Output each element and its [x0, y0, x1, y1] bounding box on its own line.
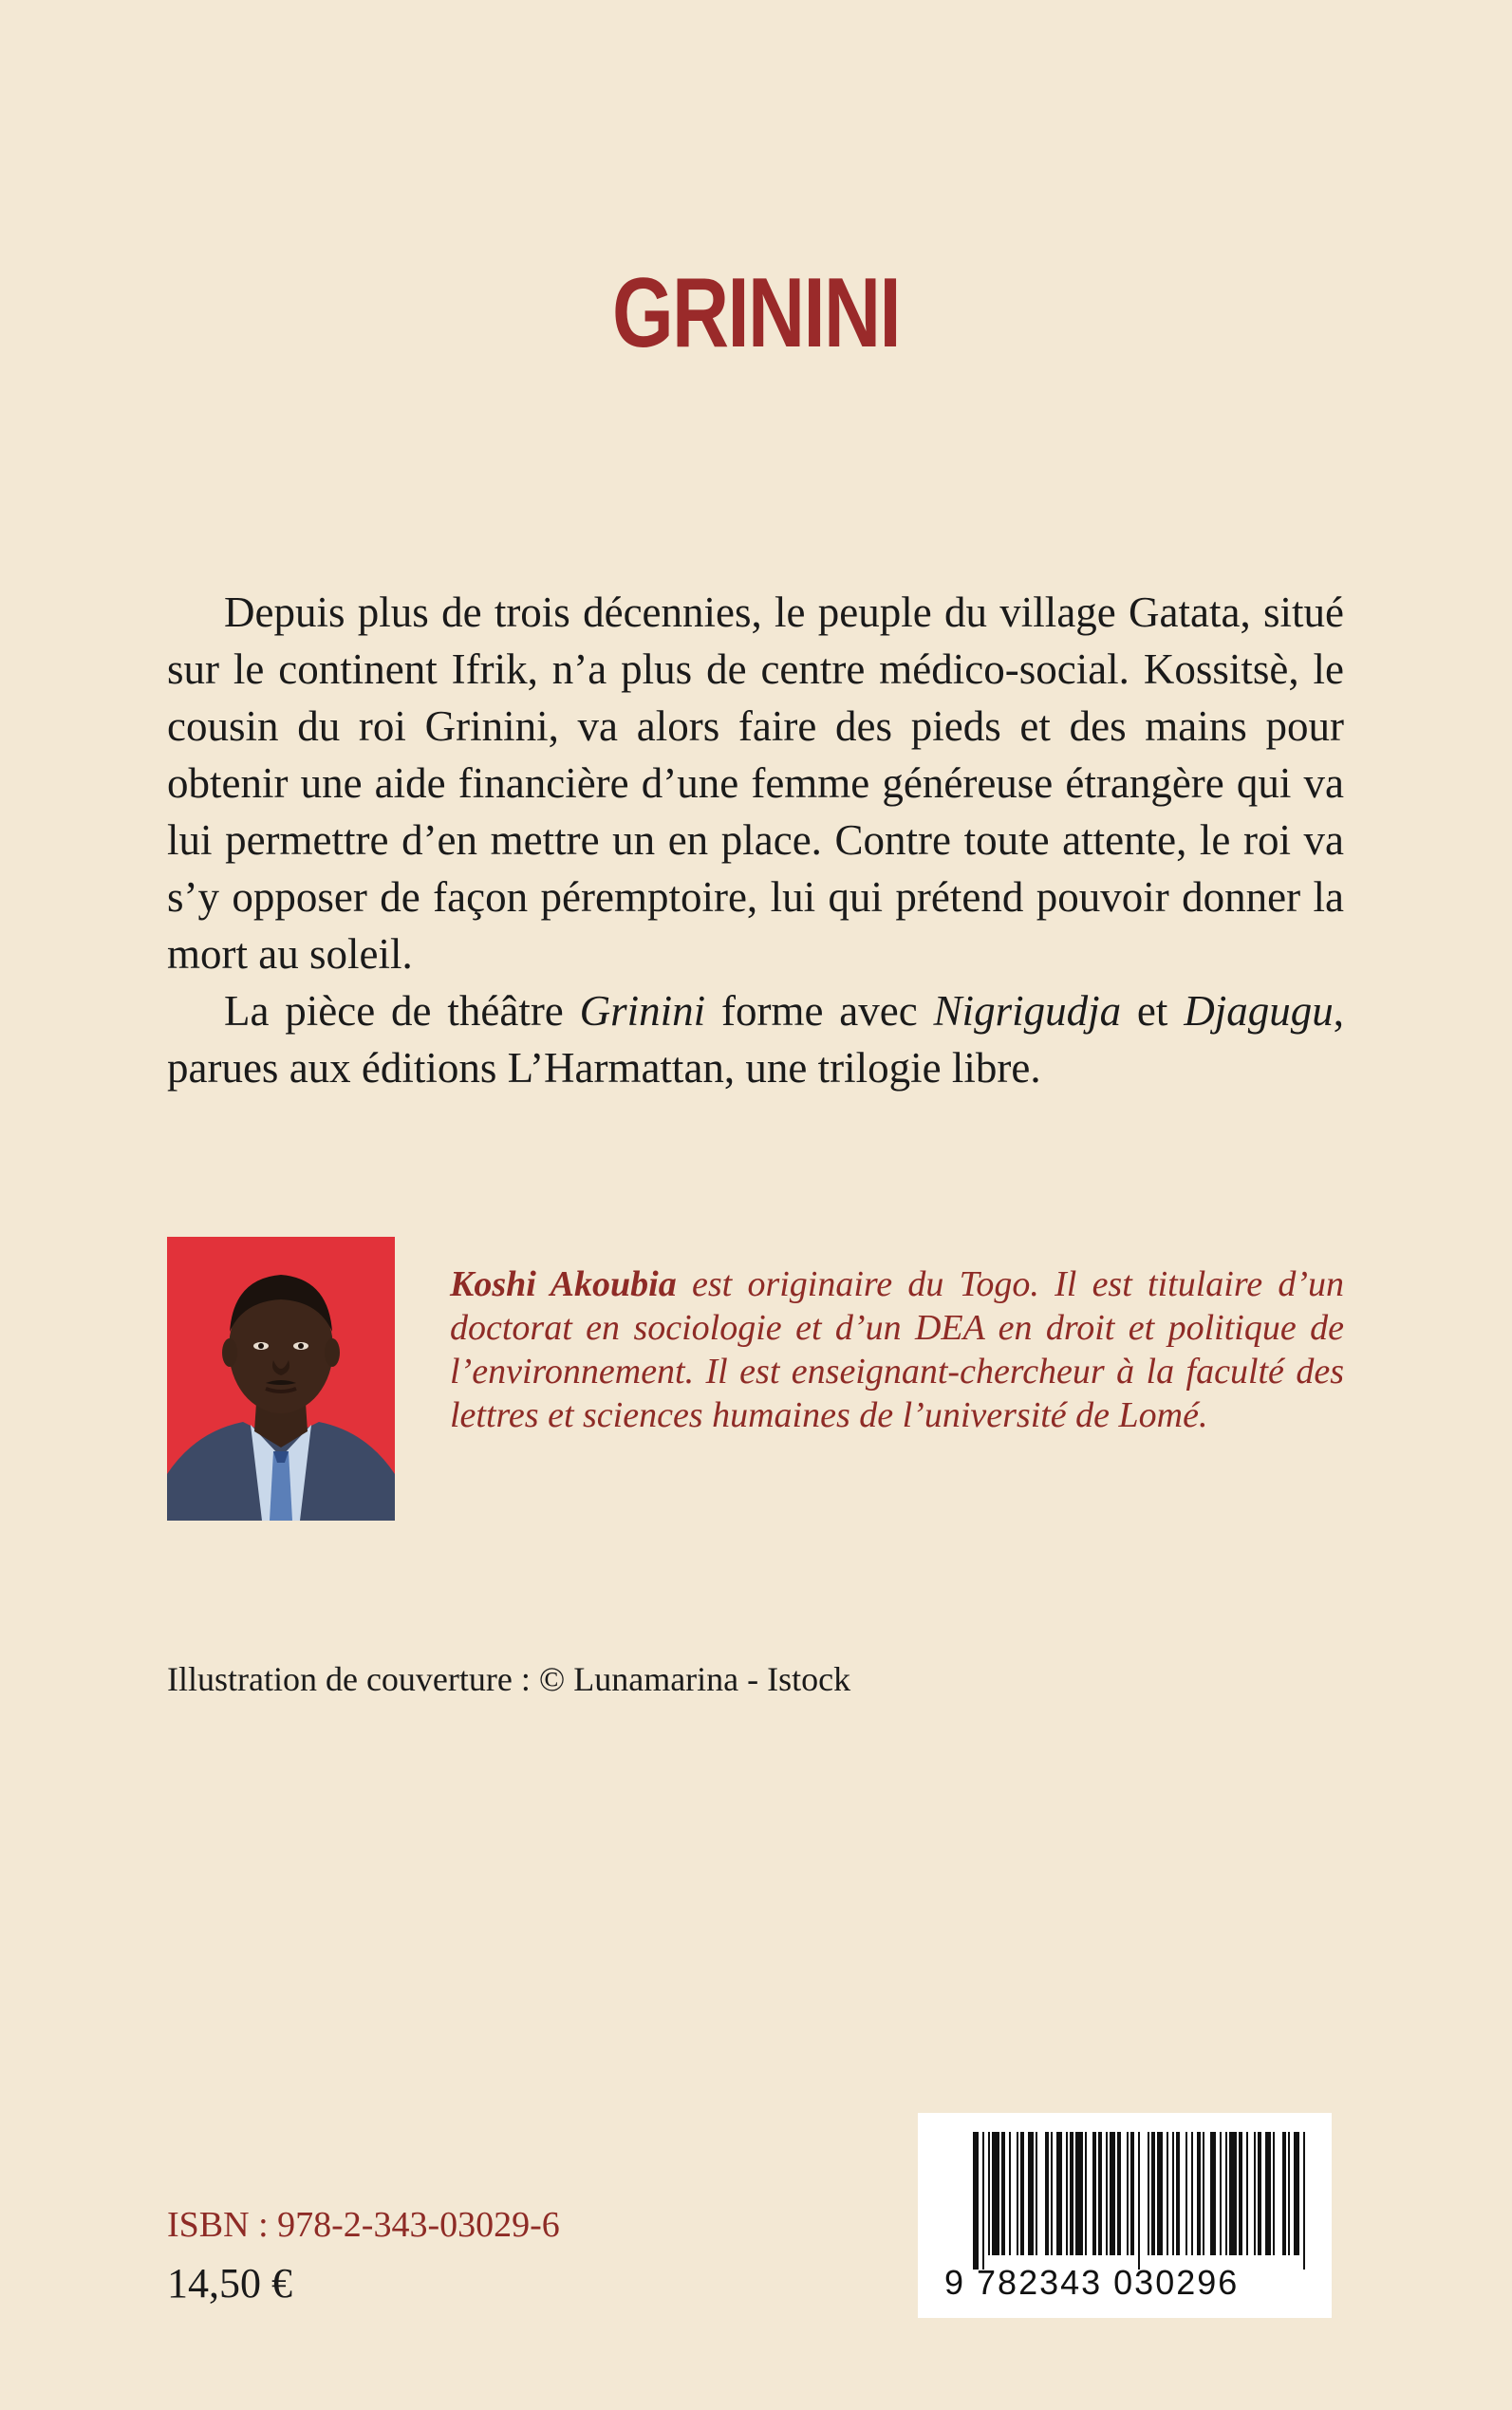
- barcode-bar: [1220, 2132, 1222, 2255]
- barcode-bar: [1130, 2132, 1134, 2255]
- barcode-bar: [1258, 2132, 1261, 2255]
- barcode-bar: [1066, 2132, 1068, 2255]
- summary-text: , parues aux éditions L’Harmattan, une trilogie libre.: [167, 987, 1344, 1092]
- barcode-bar: [1229, 2132, 1237, 2255]
- barcode-bar: [1191, 2132, 1193, 2255]
- barcode-bar: [1157, 2132, 1163, 2255]
- barcode-bar: [1246, 2132, 1248, 2255]
- barcode-bar: [1028, 2132, 1034, 2255]
- barcode-bar: [1085, 2132, 1087, 2255]
- title-nigrigudja: Nigrigudja: [933, 987, 1122, 1035]
- book-summary: [167, 584, 1344, 1096]
- barcode: [918, 2113, 1332, 2318]
- barcode-digits: 9 782343 030296: [944, 2263, 1240, 2302]
- barcode-bar: [1020, 2132, 1024, 2255]
- barcode-bar: [1017, 2132, 1018, 2255]
- barcode-bar: [1036, 2132, 1037, 2255]
- author-portrait-icon: [167, 1237, 395, 1521]
- barcode-bar: [1098, 2132, 1102, 2255]
- summary-paragraph-1: Depuis plus de trois décennies, le peuple du village Gatata, situé sur le continent Ifrik, n’a plus de centre médico-social. Kossitsè, le cousin du roi Grinini, va alors faire des pieds et des mains pour obtenir une aide financière d’une femme généreuse étrangère qui va lui permettre d’en mettre un en place. Contre toute attente, le roi va s’y opposer de façon péremptoire, lui qui prétend pouvoir donner la mort au soleil.: [167, 588, 1344, 978]
- barcode-bar: [1056, 2132, 1062, 2255]
- barcode-bar: [1151, 2132, 1155, 2255]
- barcode-bar: [1148, 2132, 1149, 2255]
- barcode-bar: [1117, 2132, 1121, 2255]
- title-djagugu: Djagugu: [1184, 987, 1334, 1035]
- summary-text: La pièce de théâtre: [224, 987, 580, 1035]
- isbn-number: ISBN : 978-2-343-03029-6: [167, 2205, 560, 2245]
- barcode-bar: [988, 2132, 990, 2255]
- summary-text: et: [1121, 987, 1185, 1035]
- barcode-bar: [1127, 2132, 1129, 2255]
- barcode-bar: [1225, 2132, 1227, 2255]
- title-grinini: Grinini: [579, 987, 706, 1035]
- summary-text: forme avec: [705, 987, 934, 1035]
- author-name: Koshi Akoubia: [450, 1264, 677, 1304]
- author-bio: [450, 1262, 1344, 1437]
- barcode-bar: [1045, 2132, 1049, 2255]
- barcode-bar: [992, 2132, 999, 2255]
- barcode-bar: [1197, 2132, 1201, 2255]
- barcode-bar: [1176, 2132, 1180, 2255]
- book-title: GRININI: [611, 258, 901, 368]
- barcode-bar: [1239, 2132, 1242, 2255]
- barcode-bar: [1167, 2132, 1168, 2255]
- barcode-bar: [973, 2132, 979, 2270]
- barcode-bar: [1265, 2132, 1271, 2255]
- barcode-bar: [1254, 2132, 1256, 2255]
- barcode-bar: [1172, 2132, 1174, 2255]
- barcode-bar: [1051, 2132, 1053, 2255]
- barcode-bar: [1009, 2132, 1011, 2255]
- barcode-bar: [982, 2132, 984, 2270]
- barcode-bar: [1075, 2132, 1083, 2255]
- barcode-bar: [1282, 2132, 1286, 2255]
- barcode-bar: [1001, 2132, 1005, 2255]
- barcode-bar: [1070, 2132, 1073, 2255]
- barcode-bar: [1092, 2132, 1096, 2255]
- barcode-bar: [1106, 2132, 1108, 2255]
- summary-paragraph-2: [167, 982, 1344, 1096]
- barcode-bar: [1288, 2132, 1290, 2255]
- barcode-bar: [1203, 2132, 1204, 2255]
- barcode-bar: [1294, 2132, 1299, 2255]
- price: 14,50 €: [167, 2260, 292, 2307]
- barcode-bar: [1273, 2132, 1275, 2255]
- illustration-credit: Illustration de couverture : © Lunamarina - Istock: [167, 1660, 851, 1698]
- barcode-bar: [1110, 2132, 1115, 2255]
- barcode-bar: [1185, 2132, 1187, 2255]
- barcode-bar: [1138, 2132, 1140, 2270]
- author-photo: [167, 1237, 395, 1521]
- barcode-bar: [1210, 2132, 1216, 2255]
- author-bio-text: est originaire du Togo. Il est titulaire d’un doctorat en sociologie et d’un DEA en droit et politique de l’environnement. Il est enseignant-chercheur à la faculté des lettres et sciences humaines de l’université de Lomé.: [450, 1264, 1344, 1435]
- barcode-bar: [1303, 2132, 1305, 2270]
